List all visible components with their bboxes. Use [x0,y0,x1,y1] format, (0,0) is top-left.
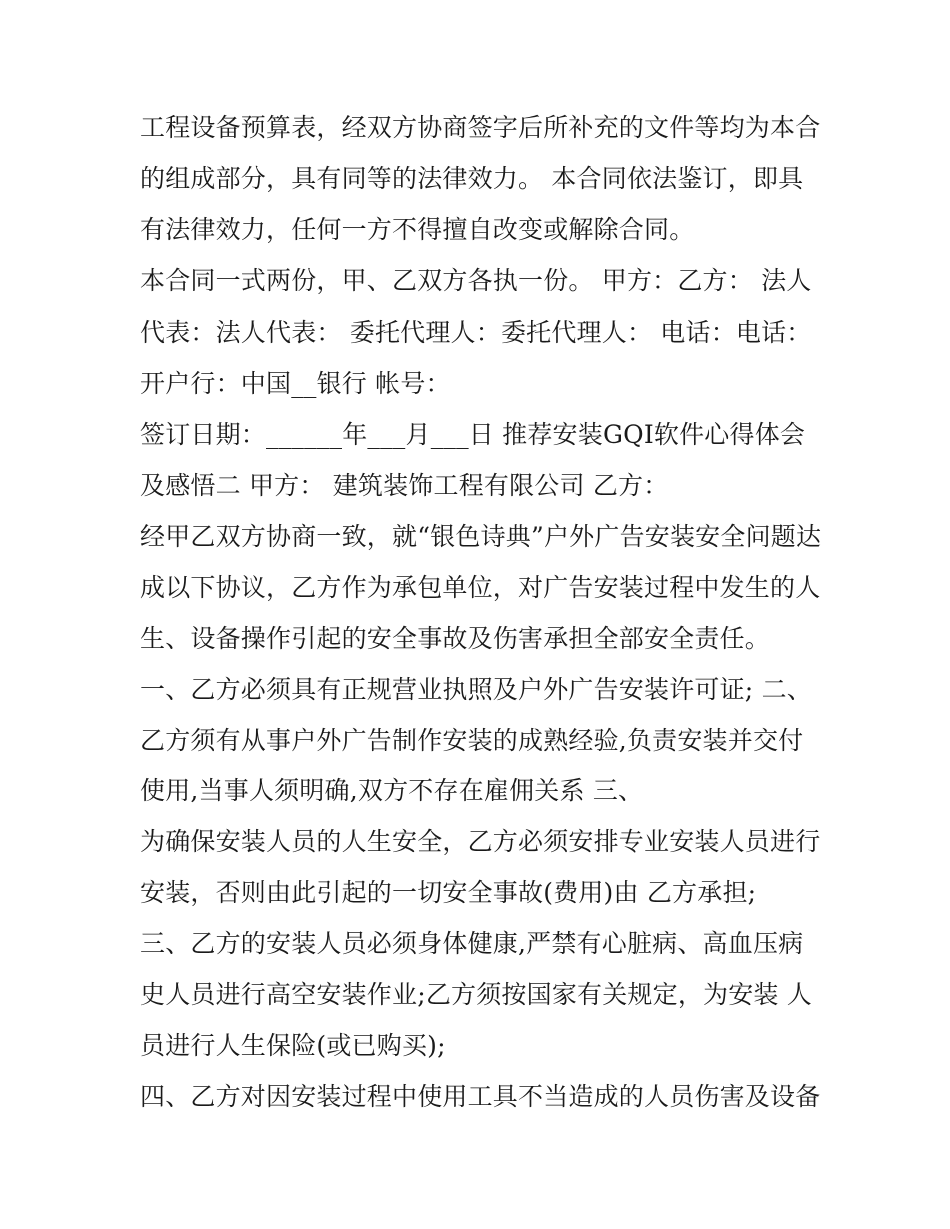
text-line: 本合同一式两份，甲、乙双方各执一份。 甲方：乙方： 法人 [140,266,812,295]
text-line: 使用,当事人须明确,双方不存在雇佣关系 三、 [140,776,644,805]
text-line: 三、乙方的安装人员必须身体健康,严禁有心脏病、高血压病 [140,929,804,958]
text-line: 代表：法人代表： 委托代理人：委托代理人： 电话：电话： [140,318,812,347]
text-line: 为确保安装人员的人生安全，乙方必须安排专业安装人员进行 [140,827,821,856]
text-line: 四、乙方对因安装过程中使用工具不当造成的人员伤害及设备 [140,1082,821,1111]
text-line: 开户行：中国__银行 帐号： [140,369,451,398]
text-line: 签订日期：______年___月___日 推荐安装GQI软件心得体会 [140,420,806,449]
text-line: 史人员进行高空安装作业;乙方须按国家有关规定，为安装 人 [140,980,812,1009]
text-line: 员进行人生保险(或已购买); [140,1031,446,1060]
text-line: 成以下协议，乙方作为承包单位，对广告安装过程中发生的人 [140,573,821,602]
text-line: 安装，否则由此引起的一切安全事故(费用)由 乙方承担; [140,878,757,907]
text-line: 有法律效力，任何一方不得擅自改变或解除合同。 [140,215,695,244]
text-line: 及感悟二 甲方： 建筑装饰工程有限公司 乙方： [140,471,669,500]
text-line: 的组成部分，具有同等的法律效力。 本合同依法鉴订，即具 [140,164,804,193]
text-line: 一、乙方必须具有正规营业执照及户外广告安装许可证; 二、 [140,675,812,704]
text-line: 工程设备预算表，经双方协商签字后所补充的文件等均为本合 [140,113,821,142]
text-line: 乙方须有从事户外广告制作安装的成熟经验,负责安装并交付 [140,726,804,755]
text-line: 经甲乙双方协商一致，就“银色诗典”户外广告安装安全问题达 [140,522,822,551]
text-line: 生、设备操作引起的安全事故及伤害承担全部安全责任。 [140,624,771,653]
